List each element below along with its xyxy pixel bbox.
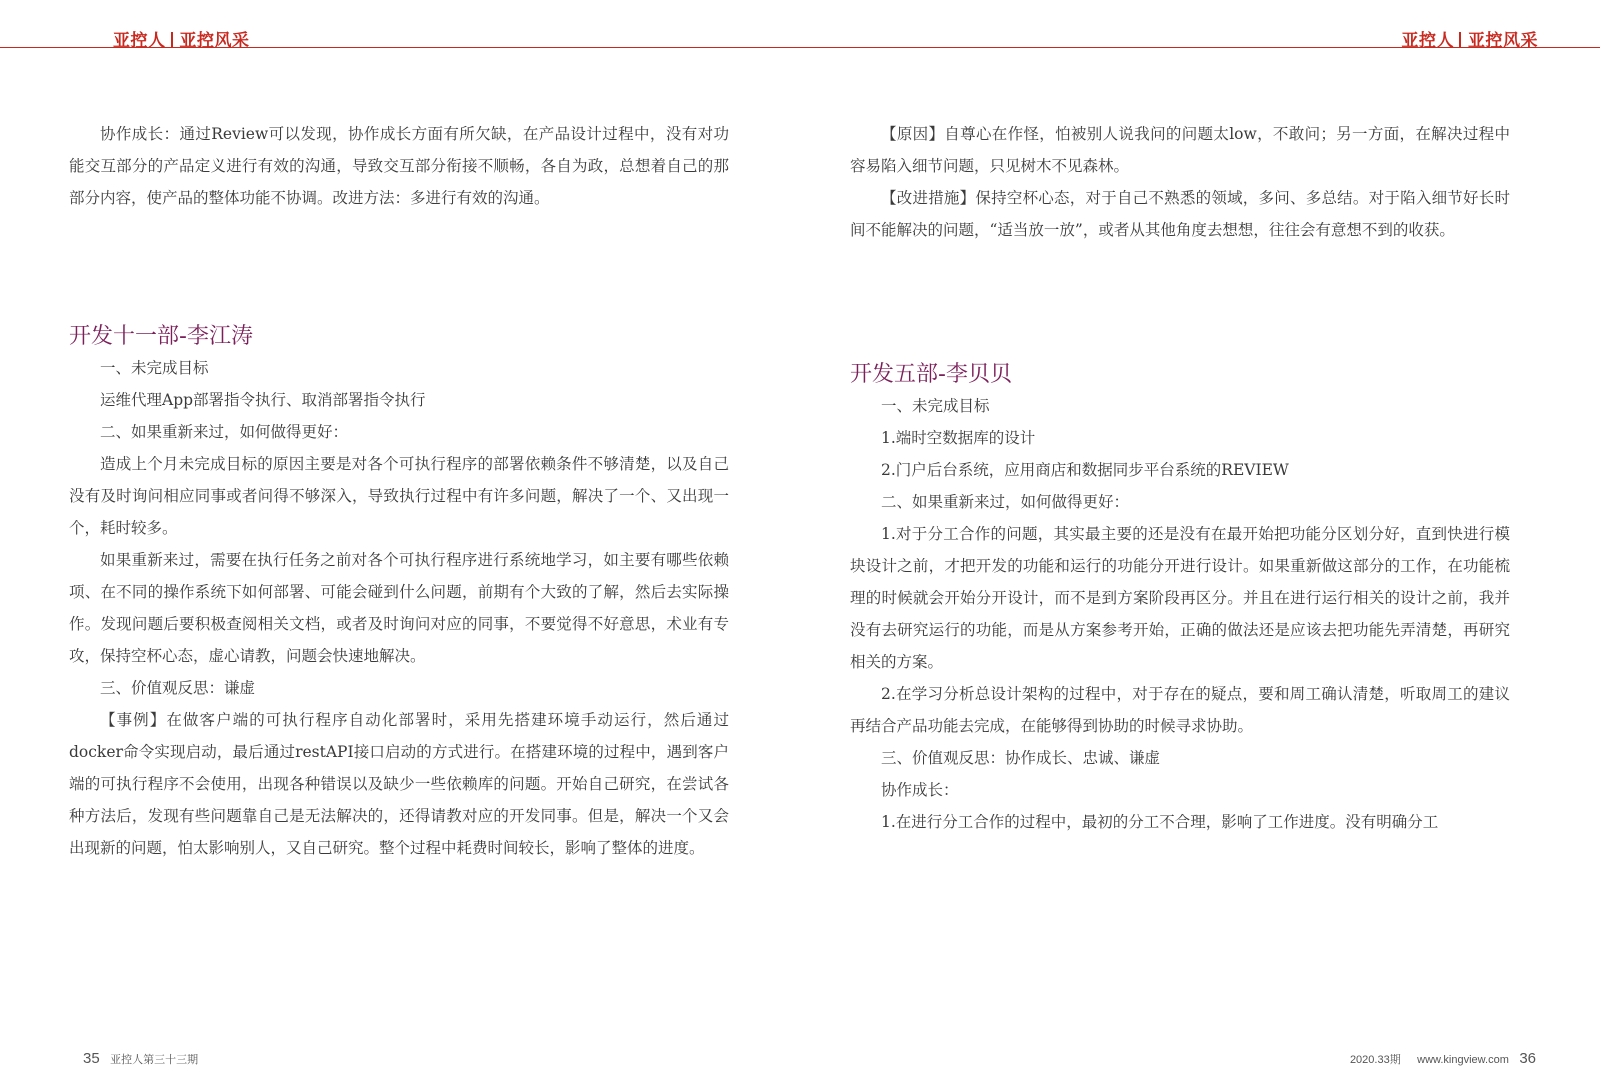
right-paragraph: 协作成长： bbox=[881, 781, 959, 799]
header-left-brand: 亚控人 bbox=[113, 31, 166, 51]
page-number-right: 36 bbox=[1519, 1050, 1536, 1067]
right-paragraph: 2.门户后台系统，应用商店和数据同步平台系统的REVIEW bbox=[881, 461, 1289, 479]
right-paragraph: 一、未完成目标 bbox=[881, 397, 990, 415]
issue-label-right: 2020.33期 bbox=[1349, 1054, 1401, 1066]
right-paragraph: 1.端时空数据库的设计 bbox=[881, 429, 1036, 447]
left-paragraph: 三、价值观反思：谦虚 bbox=[100, 679, 256, 697]
right-paragraph: 二、如果重新来过，如何做得更好： bbox=[881, 493, 1130, 511]
left-paragraph: 如果重新来过，需要在执行任务之前对各个可执行程序进行系统地学习，如主要有哪些依赖项、在不同的操作系统下如何部署、可能会碰到什么问题，前期有个大致的了解，然后去实际操作。发现问题后要积极查阅相关文档，或者及时询问对应的同事，不要觉得不好意思，术业有专攻，保持空杯心态，虚心请教，问题会快速地解决。 bbox=[69, 551, 729, 665]
header-right-section: 亚控风采 bbox=[1468, 31, 1538, 51]
left-paragraph: 一、未完成目标 bbox=[100, 359, 209, 377]
footer-right bbox=[1344, 1050, 1536, 1068]
website-link[interactable]: www.kingview.com bbox=[1417, 1054, 1509, 1066]
right-page-column bbox=[850, 118, 1510, 838]
left-paragraph: 二、如果重新来过，如何做得更好： bbox=[100, 423, 349, 441]
right-section-title: 开发五部-李贝贝 bbox=[850, 362, 1012, 387]
left-paragraph: 运维代理App部署指令执行、取消部署指令执行 bbox=[100, 391, 426, 409]
header-left-section: 亚控风采 bbox=[179, 31, 250, 51]
left-paragraph: 【事例】在做客户端的可执行程序自动化部署时，采用先搭建环境手动运行，然后通过docker命令实现启动，最后通过restAPI接口启动的方式进行。在搭建环境的过程中，遇到客户端的可执行程序不会使用，出现各种错误以及缺少一些依赖库的问题。开始自己研究，在尝试各种方法后，发现有些问题靠自己是无法解决的，还得请教对应的开发同事。但是，解决一个又会出现新的问题，怕太影响别人，又自己研究。整个过程中耗费时间较长，影响了整体的进度。 bbox=[69, 711, 729, 857]
left-page-column bbox=[69, 118, 729, 864]
page-number-left: 35 bbox=[83, 1050, 100, 1067]
header-left bbox=[113, 26, 250, 51]
left-paragraph: 造成上个月未完成目标的原因主要是对各个可执行程序的部署依赖条件不够清楚，以及自己没有及时询问相应同事或者问得不够深入，导致执行过程中有许多问题，解决了一个、又出现一个，耗时较多。 bbox=[69, 455, 729, 537]
header-left-separator bbox=[171, 32, 173, 48]
right-improve-paragraph: 【改进措施】保持空杯心态，对于自己不熟悉的领域，多问、多总结。对于陷入细节好长时间不能解决的问题，“适当放一放”，或者从其他角度去想想，往往会有意想不到的收获。 bbox=[850, 189, 1510, 239]
right-reason-paragraph: 【原因】自尊心在作怪，怕被别人说我问的问题太low，不敢问；另一方面，在解决过程中容易陷入细节问题，只见树木不见森林。 bbox=[850, 125, 1510, 175]
right-section-gap bbox=[850, 246, 1510, 360]
left-intro-paragraph: 协作成长：通过Review可以发现，协作成长方面有所欠缺，在产品设计过程中，没有对功能交互部分的产品定义进行有效的沟通，导致交互部分衔接不顺畅，各自为政，总想着自己的那部分内容，使产品的整体功能不协调。改进方法：多进行有效的沟通。 bbox=[69, 125, 729, 207]
right-paragraph: 三、价值观反思：协作成长、忠诚、谦虚 bbox=[881, 749, 1161, 767]
issue-label-left: 亚控人第三十三期 bbox=[110, 1054, 199, 1066]
right-paragraph: 1.对于分工合作的问题，其实最主要的还是没有在最开始把功能分区划分好，直到快进行模块设计之前，才把开发的功能和运行的功能分开进行设计。如果重新做这部分的工作，在功能梳理的时候就会开始分开设计，而不是到方案阶段再区分。并且在进行运行相关的设计之前，我并没有去研究运行的功能，而是从方案参考开始，正确的做法还是应该去把功能先弄清楚，再研究相关的方案。 bbox=[850, 525, 1510, 671]
right-paragraph: 2.在学习分析总设计架构的过程中，对于存在的疑点，要和周工确认清楚，听取周工的建议再结合产品功能去完成，在能够得到协助的时候寻求协助。 bbox=[850, 685, 1510, 735]
header-right-brand: 亚控人 bbox=[1401, 31, 1454, 51]
left-section-gap bbox=[69, 214, 729, 322]
header-right bbox=[1402, 26, 1539, 51]
footer-left bbox=[83, 1050, 204, 1068]
left-section-title: 开发十一部-李江涛 bbox=[69, 324, 253, 349]
right-paragraph: 1.在进行分工合作的过程中，最初的分工不合理，影响了工作进度。没有明确分工 bbox=[881, 813, 1439, 831]
header-right-separator bbox=[1459, 32, 1461, 48]
